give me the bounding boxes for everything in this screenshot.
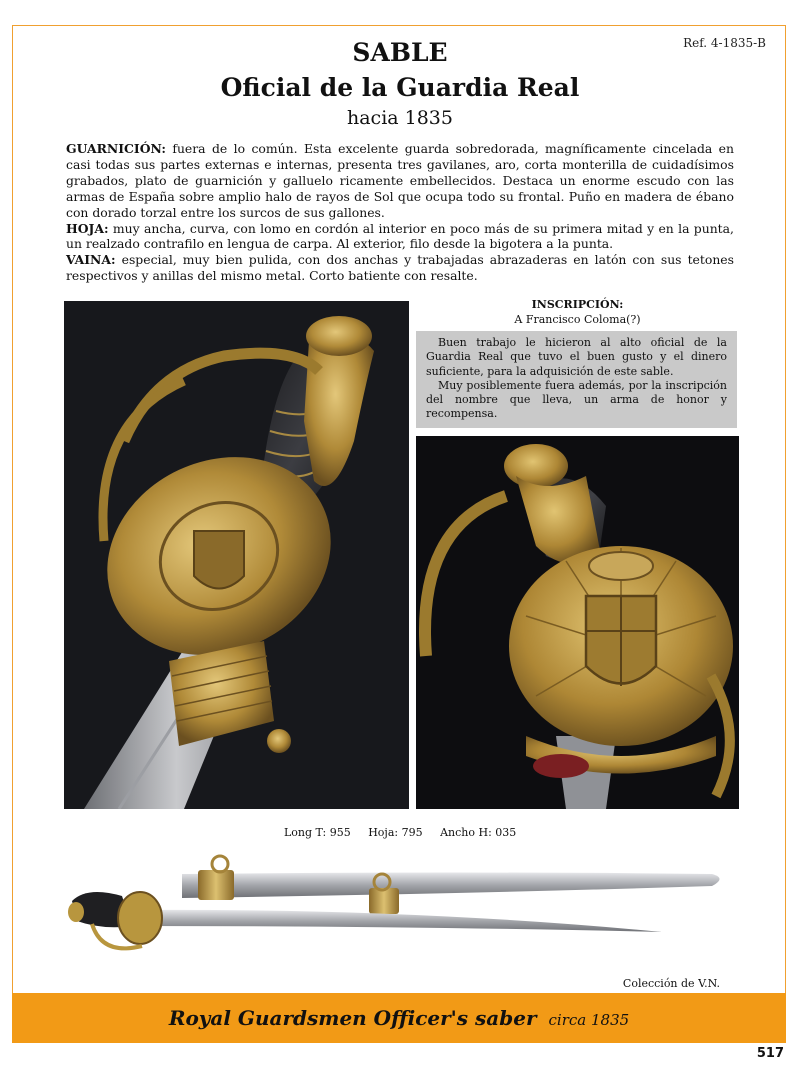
dimension-blade: Hoja: 795 bbox=[368, 826, 423, 839]
description bbox=[66, 141, 734, 284]
english-title-banner bbox=[12, 993, 786, 1043]
guarnicion-text: fuera de lo común. Esta excelente guarda sobredorada, magníficamente cincelada en casi todas sus partes externas e internas, presenta tres gavilanes, aro, corta monterilla de cuidadísimos grabados, plato de guarnición y galluelo ricamente embellecidos. Destaca un enorme escudo con las armas de España sobre amplio halo de rayos de Sol que ocupa todo su frontal. Puño en madera de ébano con dorado torzal entre los surcos de sus gallones. bbox=[66, 141, 734, 220]
guarnicion-label: GUARNICIÓN: bbox=[66, 141, 166, 156]
hilt-photo-front bbox=[416, 436, 739, 809]
note-paragraph-1: Buen trabajo le hicieron al alto oficial de la Guardia Real que tuvo el buen gusto y el dinero suficiente, para la adquisición de este sable. bbox=[426, 336, 727, 378]
hoja-label: HOJA: bbox=[66, 220, 109, 236]
inscription-label: INSCRIPCIÓN bbox=[531, 298, 620, 311]
title-sable: SABLE bbox=[352, 38, 448, 67]
inscription-heading bbox=[416, 298, 739, 311]
inscription-colon: : bbox=[619, 298, 624, 311]
collection-credit: Colección de V.N. bbox=[622, 977, 720, 990]
vaina-text: especial, muy bien pulida, con dos anchas y trabajadas abrazaderas en latón con sus tetones respectivos y anillas del mismo metal. Corto batiente con resalte. bbox=[66, 252, 734, 284]
hoja-text: muy ancha, curva, con lomo en cordón al interior en poco más de su primera mitad y en la punta, un realzado contrafilo en lengua de carpa. Al exterior, filo desde la bigotera a la punta. bbox=[66, 220, 734, 252]
english-circa: circa 1835 bbox=[548, 1011, 630, 1029]
saber-with-scabbard-photo bbox=[62, 846, 742, 966]
dimension-length: Long T: 955 bbox=[284, 826, 351, 839]
title-date: hacia 1835 bbox=[346, 107, 453, 129]
note-paragraph-2: Muy posiblemente fuera además, por la inscripción del nombre que lleva, un arma de honor y recompensa. bbox=[426, 378, 727, 421]
dimensions bbox=[284, 826, 530, 839]
vaina-label: VAINA: bbox=[66, 252, 116, 268]
page-number: 517 bbox=[756, 1046, 784, 1061]
hilt-photo-side bbox=[64, 301, 409, 809]
hoja-paragraph bbox=[66, 221, 734, 253]
dimension-width: Ancho H: 035 bbox=[440, 826, 517, 839]
reference-number: Ref. 4-1835-B bbox=[683, 36, 766, 50]
english-title: Royal Guardsmen Officer's saber bbox=[168, 1006, 537, 1030]
inscription-value: A Francisco Coloma(?) bbox=[514, 313, 641, 326]
title-subtitle: Oficial de la Guardia Real bbox=[220, 73, 580, 102]
vaina-paragraph bbox=[66, 252, 734, 284]
note-box bbox=[416, 331, 737, 428]
guarnicion-paragraph bbox=[66, 141, 734, 221]
